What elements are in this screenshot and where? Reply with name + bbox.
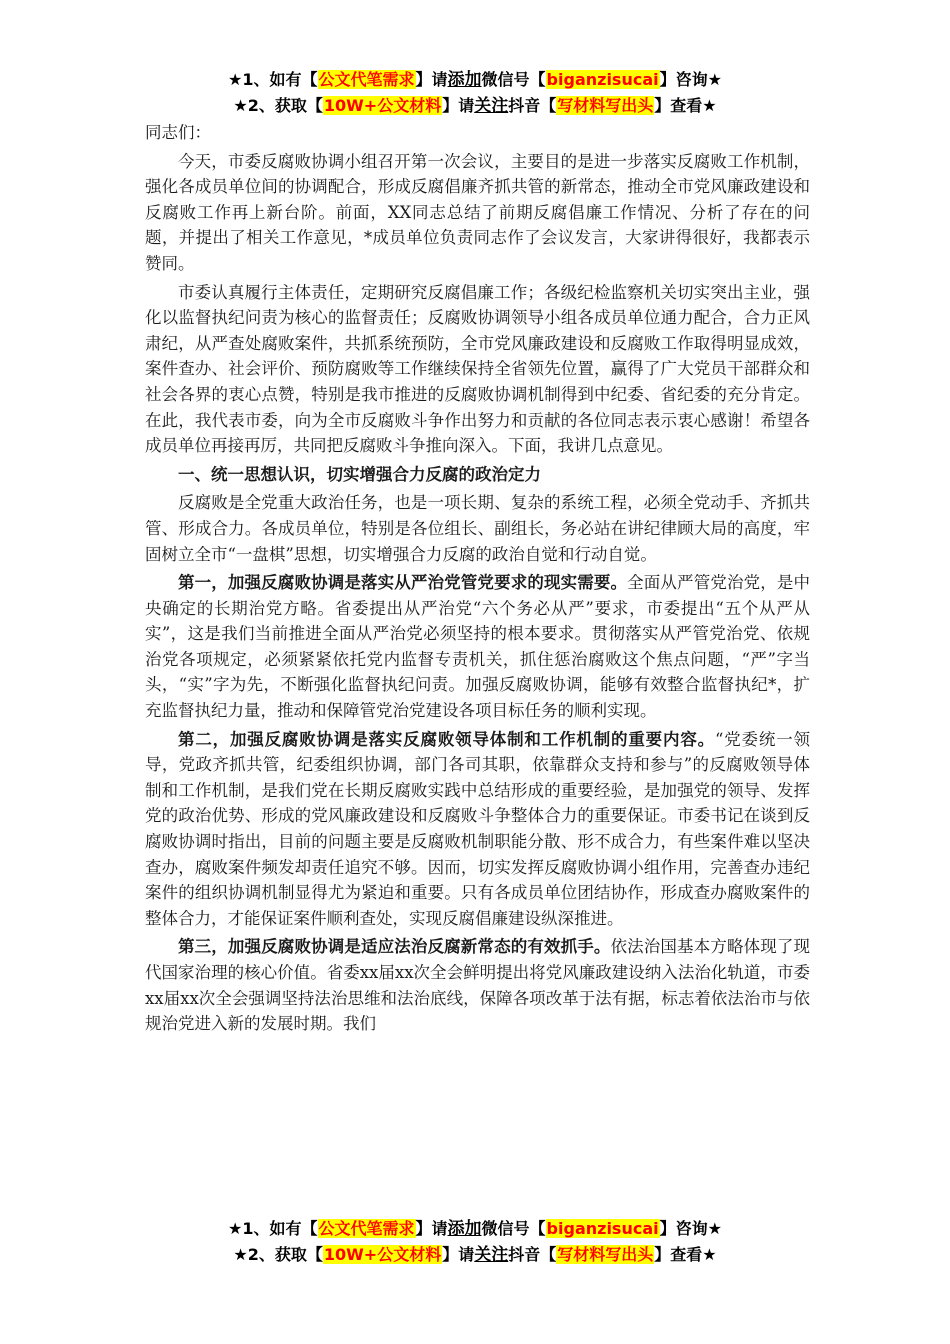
paragraph-lead: 第三，加强反腐败协调是适应法治反腐新常态的有效抓手。 <box>178 937 611 957</box>
promo-text: 微信号【 <box>481 70 546 89</box>
section-heading-text: 一、统一思想认识，切实增强合力反腐的政治定力 <box>178 464 541 484</box>
paragraph <box>145 934 810 1036</box>
paragraph-lead: 第二，加强反腐败协调是落实反腐败领导体制和工作机制的重要内容。 <box>178 729 715 749</box>
promo-text: ★2、获取【 <box>233 96 323 115</box>
promo-highlight: 公文代笔需求 <box>318 70 415 89</box>
promo-text: 】请 <box>415 70 448 89</box>
promo-line-1-footer <box>0 1217 950 1241</box>
salutation: 同志们： <box>145 123 211 142</box>
promo-highlight: 公文代笔需求 <box>318 1219 415 1238</box>
promo-emphasis: 添加 <box>447 1219 482 1239</box>
promo-text: ★1、如有【 <box>228 70 318 89</box>
promo-emphasis: 关注 <box>474 1245 509 1265</box>
promo-wechat-id: biganzisucai <box>546 70 659 89</box>
promo-douyin-id: 写材料写出头 <box>557 96 654 115</box>
promo-text: ★2、获取【 <box>233 1245 323 1264</box>
promo-text: 抖音【 <box>508 1245 557 1264</box>
promo-line-1 <box>0 68 950 92</box>
promo-douyin-id: 写材料写出头 <box>557 1245 654 1264</box>
promo-text: 微信号【 <box>481 1219 546 1238</box>
promo-text: 】请 <box>415 1219 448 1238</box>
section-heading <box>145 462 810 488</box>
promo-text: ★1、如有【 <box>228 1219 318 1238</box>
paragraph: 反腐败是全党重大政治任务，也是一项长期、复杂的系统工程，必须全党动手、齐抓共管、形成合力。各成员单位，特别是各位组长、副组长，务必站在讲纪律顾大局的高度，牢固树立全市“一盘棋”思想，切实增强合力反腐的政治自觉和行动自觉。 <box>145 493 810 564</box>
promo-highlight: 10W+公文材料 <box>323 1245 442 1264</box>
document-body <box>145 120 810 1037</box>
promo-text: 】咨询★ <box>659 1219 722 1238</box>
promo-text: 】查看★ <box>654 1245 717 1264</box>
promo-wechat-id: biganzisucai <box>546 1219 659 1238</box>
promo-emphasis: 添加 <box>447 70 482 90</box>
paragraph-text: “党委统一领导，党政齐抓共管，纪委组织协调，部门各司其职，依靠群众支持和参与”的反腐败领导体制和工作机制，是我们党在长期反腐败实践中总结形成的重要经验，是加强党的领导、发挥党的政治优势、形成的党风廉政建设和反腐败斗争整体合力的重要保证。市委书记在谈到反腐败协调时指出，目前的问题主要是反腐败机制职能分散、形不成合力，有些案件难以坚决查办，腐败案件频发却责任追究不够。因而，切实发挥反腐败协调小组作用，完善查办违纪案件的组织协调机制显得尤为紧迫和重要。只有各成员单位团结协作，形成查办腐败案件的整体合力，才能保证案件顺利查处，实现反腐倡廉建设纵深推进。 <box>145 729 811 928</box>
paragraph-text: 全面从严管党治党，是中央确定的长期治党方略。省委提出从严治党“六个务必从严”要求，市委提出“五个从严从实”，这是我们当前推进全面从严治党必须坚持的根本要求。贯彻落实从严管党治党、依规治党各项规定，必须紧紧依托党内监督专责机关，抓住惩治腐败这个焦点问题，“严”字当头，“实”字为先，不断强化监督执纪问责。加强反腐败协调，能够有效整合监督执纪*，扩充监督执纪力量，推动和保障管党治党建设各项目标任务的顺利实现。 <box>145 573 811 721</box>
paragraph-lead: 第一，加强反腐败协调是落实从严治党管党要求的现实需要。 <box>178 573 628 593</box>
paragraph <box>145 570 810 724</box>
promo-text: 抖音【 <box>508 96 557 115</box>
paragraph: 今天，市委反腐败协调小组召开第一次会议，主要目的是进一步落实反腐败工作机制，强化各成员单位间的协调配合，形成反腐倡廉齐抓共管的新常态，推动全市党风廉政建设和反腐败工作再上新台阶。前面，XX同志总结了前期反腐倡廉工作情况、分析了存在的问题，并提出了相关工作意见，*成员单位负责同志作了会议发言，大家讲得很好，我都表示赞同。 <box>145 151 810 273</box>
promo-text: 】咨询★ <box>659 70 722 89</box>
promo-line-2 <box>0 94 950 118</box>
promo-highlight: 10W+公文材料 <box>323 96 442 115</box>
paragraph <box>145 727 810 932</box>
promo-text: 】请 <box>442 1245 475 1264</box>
paragraph-text: 依法治国基本方略体现了现代国家治理的核心价值。省委xx届xx次全会鲜明提出将党风廉政建设纳入法治化轨道，市委xx届xx次全会强调坚持法治思维和法治底线，保障各项改革于法有据，标志着依法治市与依规治党进入新的发展时期。我们 <box>145 937 811 1034</box>
promo-text: 】请 <box>442 96 475 115</box>
promo-line-2-footer <box>0 1243 950 1267</box>
paragraph: 市委认真履行主体责任，定期研究反腐倡廉工作；各级纪检监察机关切实突出主业，强化以监督执纪问责为核心的监督责任；反腐败协调领导小组各成员单位通力配合，合力正风肃纪，从严查处腐败案件，共抓系统预防，全市党风廉政建设和反腐败工作取得明显成效，案件查办、社会评价、预防腐败等工作继续保持全省领先位置，赢得了广大党员干部群众和社会各界的衷心点赞，特别是我市推进的反腐败协调机制得到中纪委、省纪委的充分肯定。在此，我代表市委，向为全市反腐败斗争作出努力和贡献的各位同志表示衷心感谢！希望各成员单位再接再厉，共同把反腐败斗争推向深入。下面，我讲几点意见。 <box>145 282 810 456</box>
promo-emphasis: 关注 <box>474 96 509 116</box>
promo-text: 】查看★ <box>654 96 717 115</box>
